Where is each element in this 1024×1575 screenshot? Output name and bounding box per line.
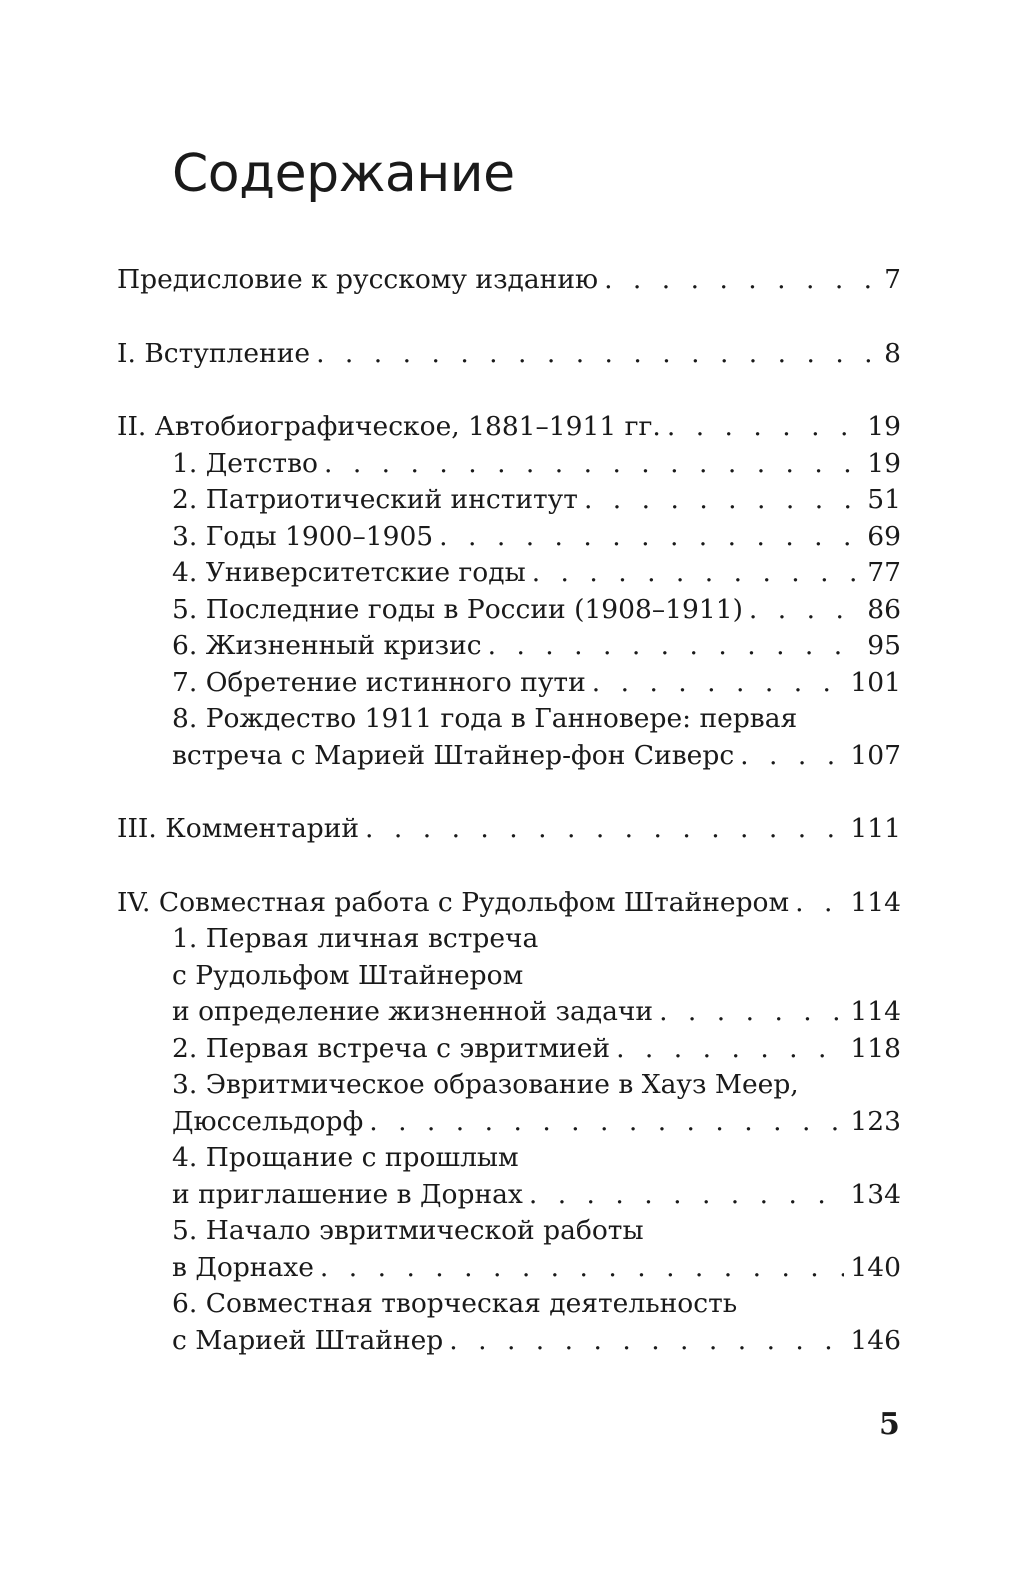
toc-entry-page: 114 [850, 886, 901, 918]
dot-leader [365, 811, 844, 848]
toc-subentry-line: 5. Начало эвритмической работы [172, 1215, 644, 1246]
toc-entry-page: 51 [867, 484, 901, 515]
toc-entry-label: 1. Детство [172, 447, 318, 479]
toc-entry-page: 111 [850, 813, 901, 844]
toc-subentry-line: 6. Совместная творческая деятельность [172, 1288, 738, 1319]
table-of-contents [117, 262, 901, 1396]
toc-entry-label: 6. Жизненный кризис [172, 630, 482, 661]
dot-leader [316, 336, 878, 373]
toc-entry-label: 2. Первая встреча с эвритмией [172, 1032, 611, 1064]
dot-leader [749, 592, 861, 629]
toc-entry-page: 118 [850, 1032, 901, 1064]
toc-entry-page: 101 [850, 666, 901, 698]
toc-entry-page: 114 [850, 996, 901, 1027]
toc-entry [117, 409, 901, 446]
dot-leader [529, 1177, 845, 1214]
dot-leader [592, 665, 845, 702]
toc-subentry [117, 1323, 901, 1360]
toc-entry [117, 336, 901, 373]
dot-leader [439, 519, 861, 556]
toc-entry-page: 123 [850, 1105, 901, 1137]
toc-section-intro [117, 336, 901, 373]
page-number: 5 [879, 1407, 900, 1442]
page-title: Содержание [172, 144, 515, 204]
toc-subentry [117, 555, 901, 592]
toc-subentry [117, 1177, 901, 1214]
toc-entry-label: с Марией Штайнер [172, 1324, 444, 1356]
toc-subentry [117, 1104, 901, 1141]
toc-entry-label: и определение жизненной задачи [172, 996, 654, 1027]
dot-leader [795, 885, 844, 922]
toc-subentry [117, 519, 901, 556]
toc-entry-label: 4. Университетские годы [172, 557, 526, 588]
toc-entry-label: III. Комментарий [117, 813, 360, 844]
dot-leader [320, 1250, 845, 1287]
toc-entry [117, 885, 901, 922]
toc-subentry [117, 592, 901, 629]
dot-leader [604, 262, 878, 299]
dot-leader [667, 409, 861, 446]
toc-entry-page: 69 [867, 520, 901, 552]
toc-entry-page: 134 [850, 1178, 901, 1210]
toc-subentry [117, 1250, 901, 1287]
toc-subentry [117, 665, 901, 702]
toc-subentry-line: 8. Рождество 1911 года в Ганновере: первая [172, 703, 798, 734]
dot-leader [659, 994, 844, 1031]
toc-entry-label: и приглашение в Дорнах [172, 1178, 523, 1210]
toc-subentry [117, 1031, 901, 1068]
toc-subentry [117, 628, 901, 665]
toc-entry-label: 3. Годы 1900–1905 [172, 520, 434, 552]
toc-entry-label: встреча с Марией Штайнер-фон Сиверс [172, 739, 735, 771]
dot-leader [488, 628, 862, 665]
toc-entry-page: 7 [884, 264, 901, 295]
toc-entry-label: Предисловие к русскому изданию [117, 264, 599, 295]
toc-section-joint-work [117, 885, 901, 1360]
toc-subentry-line: 4. Прощание с прошлым [172, 1142, 519, 1173]
toc-entry-label: в Дорнахе [172, 1251, 314, 1283]
dot-leader [532, 555, 862, 592]
toc-entry-label: IV. Совместная работа с Рудольфом Штайнером [117, 886, 790, 918]
toc-entry-page: 19 [867, 447, 901, 479]
dot-leader [324, 446, 861, 483]
toc-entry-label: II. Автобиографическое, 1881–1911 гг. [117, 411, 661, 442]
toc-entry-label: 2. Патриотический институт [172, 484, 578, 515]
toc-entry-page: 8 [884, 337, 901, 369]
toc-entry-page: 19 [867, 411, 901, 442]
toc-subentry [117, 994, 901, 1031]
toc-subentry-line: с Рудольфом Штайнером [172, 959, 524, 991]
toc-entry-page: 77 [867, 557, 901, 588]
toc-section-autobiography [117, 409, 901, 774]
toc-entry-label: I. Вступление [117, 337, 311, 369]
toc-entry-page: 95 [867, 630, 901, 661]
toc-entry-page: 86 [867, 593, 901, 625]
toc-entry-page: 140 [850, 1251, 901, 1283]
toc-entry [117, 811, 901, 848]
toc-section-preface [117, 262, 901, 299]
toc-subentry-line: 3. Эвритмическое образование в Хауз Меер, [172, 1069, 799, 1100]
toc-section-commentary [117, 811, 901, 848]
toc-entry [117, 262, 901, 299]
dot-leader [449, 1323, 844, 1360]
dot-leader [740, 738, 844, 775]
toc-entry-page: 146 [850, 1324, 901, 1356]
toc-entry-page: 107 [850, 739, 901, 771]
toc-subentry [117, 482, 901, 519]
toc-subentry-line: 1. Первая личная встреча [172, 923, 539, 954]
dot-leader [369, 1104, 844, 1141]
toc-subentry [117, 446, 901, 483]
toc-subentry [117, 738, 901, 775]
toc-entry-label: Дюссельдорф [172, 1105, 364, 1137]
dot-leader [616, 1031, 844, 1068]
dot-leader [584, 482, 861, 519]
toc-entry-label: 7. Обретение истинного пути [172, 666, 586, 698]
toc-entry-label: 5. Последние годы в России (1908–1911) [172, 593, 743, 625]
